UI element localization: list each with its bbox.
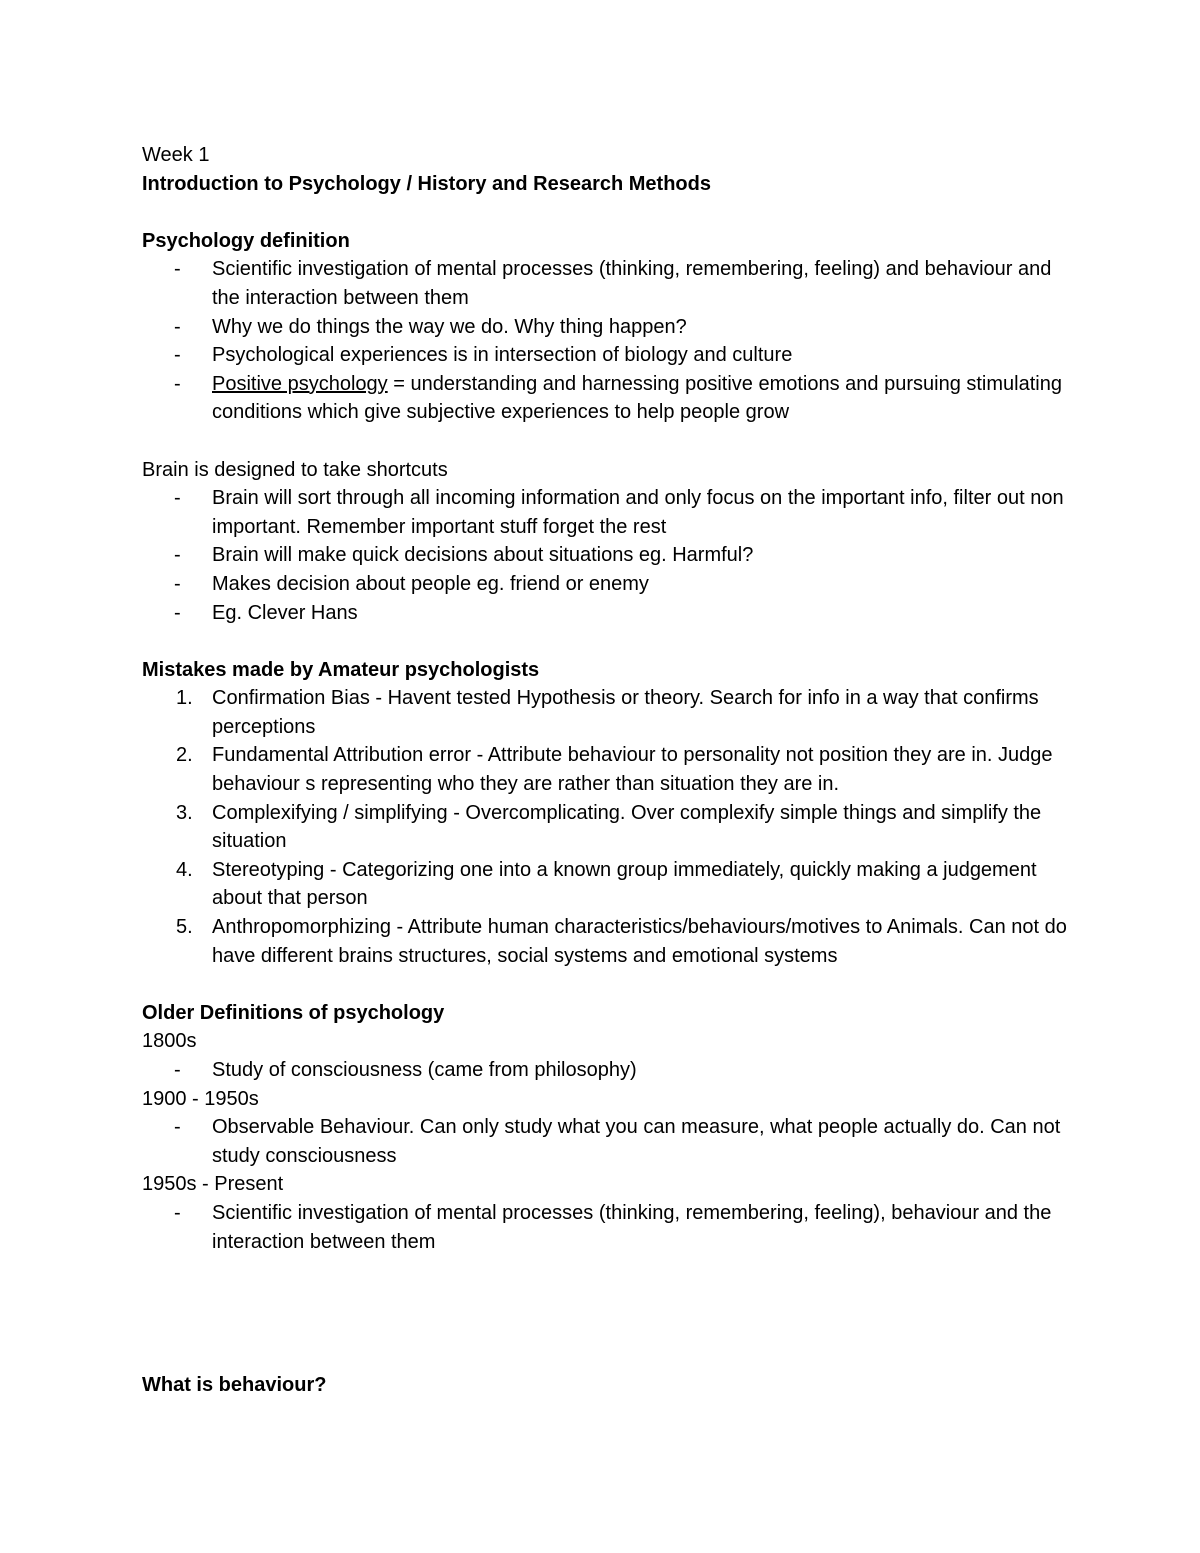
brain-shortcuts-list [142, 484, 1082, 627]
positive-psychology-term: Positive psychology [212, 372, 388, 395]
dash-marker: - [174, 572, 181, 595]
number-marker: 1. [176, 687, 193, 710]
psychology-definition-list [142, 255, 1082, 427]
dash-marker: - [174, 344, 181, 367]
list-item-text: Observable Behaviour. Can only study what you can measure, what people actually do. Can not study consciousness [212, 1116, 1061, 1167]
list-item [142, 484, 1082, 541]
list-item-text: Brain will sort through all incoming information and only focus on the important info, filter out non important. Remember important stuff forget the rest [212, 487, 1064, 538]
period-list [142, 1056, 1082, 1085]
dash-marker: - [174, 601, 181, 624]
list-item [142, 370, 1082, 427]
list-item [142, 684, 1082, 741]
what-is-behaviour-heading: What is behaviour? [142, 1373, 327, 1396]
list-item [142, 1199, 1082, 1256]
list-item-text: Confirmation Bias - Havent tested Hypothesis or theory. Search for info in a way that confirms perceptions [212, 687, 1039, 738]
period-label: 1950s - Present [142, 1173, 284, 1196]
list-item [142, 341, 1082, 370]
list-item-text: Fundamental Attribution error - Attribute behaviour to personality not position they are in. Judge behaviour s representing who they are rather than situation they are in. [212, 744, 1053, 796]
dash-marker: - [174, 258, 181, 281]
period-label: 1900 - 1950s [142, 1087, 259, 1110]
list-item-text: Eg. Clever Hans [212, 601, 358, 624]
list-item [142, 1113, 1082, 1170]
psychology-definition-heading: Psychology definition [142, 229, 350, 252]
list-item [142, 541, 1082, 570]
list-item-text: Scientific investigation of mental processes (thinking, remembering, feeling) and behaviour and the interaction between them [212, 258, 1052, 309]
list-item-text: Brain will make quick decisions about situations eg. Harmful? [212, 544, 754, 567]
list-item-text: = understanding and harnessing positive emotions and pursuing stimulating conditions which give subjective experiences to help people grow [212, 372, 1062, 424]
dash-marker: - [174, 1116, 181, 1139]
older-definitions-heading: Older Definitions of psychology [142, 1001, 445, 1024]
list-item [142, 570, 1082, 599]
list-item-text: Psychological experiences is in intersection of biology and culture [212, 344, 793, 367]
list-item [142, 313, 1082, 342]
list-item [142, 1056, 1082, 1085]
dash-marker: - [174, 1201, 181, 1224]
mistakes-heading: Mistakes made by Amateur psychologists [142, 658, 540, 681]
mistakes-list [142, 684, 1082, 970]
week-label: Week 1 [142, 144, 210, 166]
number-marker: 5. [176, 916, 193, 939]
number-marker: 2. [176, 744, 193, 767]
list-item-text: Why we do things the way we do. Why thing happen? [212, 315, 687, 338]
dash-marker: - [174, 315, 181, 338]
list-item-text: Makes decision about people eg. friend or enemy [212, 572, 649, 595]
dash-marker: - [174, 1059, 181, 1081]
list-item-text: Scientific investigation of mental processes (thinking, remembering, feeling), behaviour and the interaction between them [212, 1201, 1052, 1253]
number-marker: 4. [176, 858, 193, 881]
list-item [142, 913, 1082, 970]
dash-marker: - [174, 372, 181, 395]
period-label: 1800s [142, 1030, 197, 1053]
list-item-text: Stereotyping - Categorizing one into a known group immediately, quickly making a judgement about that person [212, 858, 1037, 910]
number-marker: 3. [176, 801, 193, 824]
list-item [142, 599, 1082, 628]
period-list [142, 1199, 1082, 1256]
dash-marker: - [174, 487, 181, 510]
document-page [142, 141, 1082, 1399]
list-item-text: Anthropomorphizing - Attribute human characteristics/behaviours/motives to Animals. Can not do have different brains structures, social systems and emotional systems [212, 916, 1067, 967]
list-item [142, 856, 1082, 913]
dash-marker: - [174, 544, 181, 567]
list-item-text: Study of consciousness (came from philosophy) [212, 1059, 637, 1081]
brain-shortcuts-heading: Brain is designed to take shortcuts [142, 458, 448, 481]
list-item [142, 255, 1082, 312]
page-title: Introduction to Psychology / History and Research Methods [142, 172, 711, 195]
list-item [142, 799, 1082, 856]
list-item-text: Complexifying / simplifying - Overcomplicating. Over complexify simple things and simplify the situation [212, 801, 1042, 853]
list-item [142, 741, 1082, 798]
period-list [142, 1113, 1082, 1170]
